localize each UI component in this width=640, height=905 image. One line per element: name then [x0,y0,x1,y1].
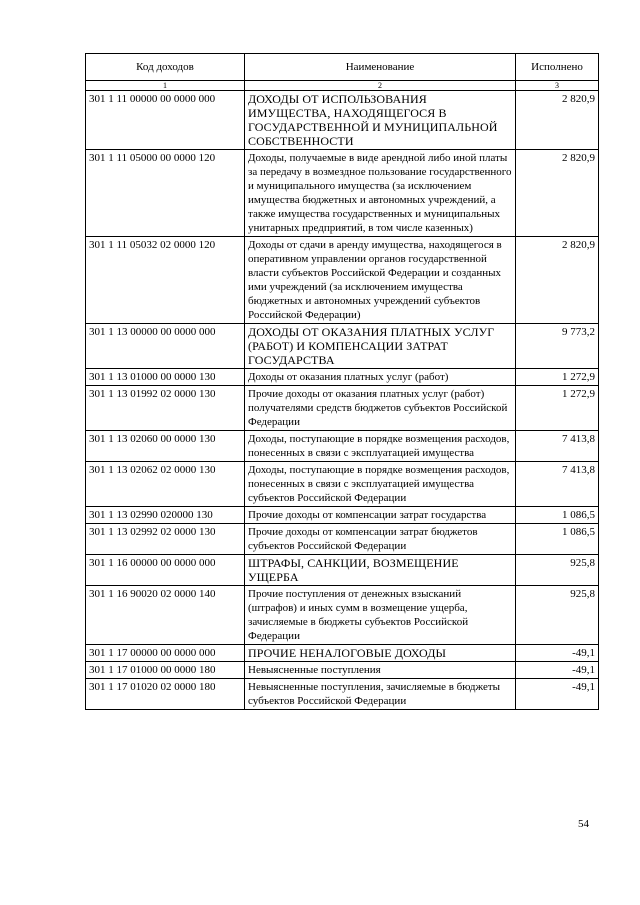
table-row [86,524,599,555]
column-number: 2 [245,81,516,91]
executed-amount-cell: -49,1 [516,662,599,679]
income-name-cell: Доходы от оказания платных услуг (работ) [245,369,516,386]
income-code-cell: 301 1 13 02060 00 0000 130 [86,431,245,462]
income-code-cell: 301 1 13 02062 02 0000 130 [86,462,245,507]
income-table [85,53,599,710]
executed-amount-cell: 2 820,9 [516,150,599,237]
executed-amount-cell: 9 773,2 [516,324,599,369]
column-number: 1 [86,81,245,91]
income-code-cell: 301 1 11 05000 00 0000 120 [86,150,245,237]
table-row [86,679,599,710]
income-code-cell: 301 1 11 05032 02 0000 120 [86,237,245,324]
executed-amount-cell: 2 820,9 [516,237,599,324]
executed-amount-cell: 1 086,5 [516,524,599,555]
header-value: Исполнено [516,54,599,81]
income-code-cell: 301 1 17 01020 02 0000 180 [86,679,245,710]
table-row [86,462,599,507]
income-name-cell: Невыясненные поступления, зачисляемые в бюджеты субъектов Российской Федерации [245,679,516,710]
table-row [86,324,599,369]
income-code-cell: 301 1 13 02990 020000 130 [86,507,245,524]
table-row [86,645,599,662]
income-code-cell: 301 1 16 00000 00 0000 000 [86,555,245,586]
income-name-cell: Прочие доходы от оказания платных услуг (работ) получателями средств бюджетов субъектов Российской Федерации [245,386,516,431]
income-name-cell: Прочие доходы от компенсации затрат государства [245,507,516,524]
income-name-cell: ДОХОДЫ ОТ ИСПОЛЬЗОВАНИЯ ИМУЩЕСТВА, НАХОДЯЩЕГОСЯ В ГОСУДАРСТВЕННОЙ И МУНИЦИПАЛЬНОЙ СОБСТВЕННОСТИ [245,91,516,150]
executed-amount-cell: 925,8 [516,555,599,586]
income-code-cell: 301 1 13 01992 02 0000 130 [86,386,245,431]
income-name-cell: Невыясненные поступления [245,662,516,679]
executed-amount-cell: 925,8 [516,586,599,645]
table-row [86,586,599,645]
executed-amount-cell: 1 272,9 [516,369,599,386]
income-name-cell: Доходы, получаемые в виде арендной либо иной платы за передачу в возмездное пользование государственного и муниципального имущества (за исключением имущества бюджетных и автономных учреждений, а также имущества государственных и муниципальных унитарных предприятий, в том числе казенных) [245,150,516,237]
column-number: 3 [516,81,599,91]
header-code: Код доходов [86,54,245,81]
table-row [86,150,599,237]
executed-amount-cell: 1 086,5 [516,507,599,524]
table-row [86,91,599,150]
executed-amount-cell: -49,1 [516,645,599,662]
income-code-cell: 301 1 13 01000 00 0000 130 [86,369,245,386]
table-row [86,386,599,431]
table-row [86,507,599,524]
income-name-cell: Прочие доходы от компенсации затрат бюджетов субъектов Российской Федерации [245,524,516,555]
column-number-row [86,81,599,91]
header-name: Наименование [245,54,516,81]
table-row [86,555,599,586]
income-name-cell: ШТРАФЫ, САНКЦИИ, ВОЗМЕЩЕНИЕ УЩЕРБА [245,555,516,586]
income-name-cell: ПРОЧИЕ НЕНАЛОГОВЫЕ ДОХОДЫ [245,645,516,662]
table-row [86,431,599,462]
income-name-cell: Доходы от сдачи в аренду имущества, находящегося в оперативном управлении органов государственной власти субъектов Российской Федерации и созданных ими учреждений (за исключением имущества бюджетных и автономных учреждений субъектов Российской Федерации) [245,237,516,324]
income-name-cell: Прочие поступления от денежных взысканий (штрафов) и иных сумм в возмещение ущерба, зачисляемые в бюджеты субъектов Российской Федерации [245,586,516,645]
table-row [86,237,599,324]
income-name-cell: Доходы, поступающие в порядке возмещения расходов, понесенных в связи с эксплуатацией имущества субъектов Российской Федерации [245,462,516,507]
income-name-cell: ДОХОДЫ ОТ ОКАЗАНИЯ ПЛАТНЫХ УСЛУГ (РАБОТ) И КОМПЕНСАЦИИ ЗАТРАТ ГОСУДАРСТВА [245,324,516,369]
income-code-cell: 301 1 16 90020 02 0000 140 [86,586,245,645]
executed-amount-cell: 1 272,9 [516,386,599,431]
income-code-cell: 301 1 13 00000 00 0000 000 [86,324,245,369]
page-number: 54 [578,818,589,830]
income-code-cell: 301 1 17 01000 00 0000 180 [86,662,245,679]
executed-amount-cell: 7 413,8 [516,431,599,462]
income-code-cell: 301 1 17 00000 00 0000 000 [86,645,245,662]
table-body [86,91,599,710]
executed-amount-cell: 7 413,8 [516,462,599,507]
income-name-cell: Доходы, поступающие в порядке возмещения расходов, понесенных в связи с эксплуатацией имущества [245,431,516,462]
executed-amount-cell: -49,1 [516,679,599,710]
executed-amount-cell: 2 820,9 [516,91,599,150]
table-row [86,662,599,679]
table-row [86,369,599,386]
income-code-cell: 301 1 13 02992 02 0000 130 [86,524,245,555]
income-code-cell: 301 1 11 00000 00 0000 000 [86,91,245,150]
header-row [86,54,599,81]
